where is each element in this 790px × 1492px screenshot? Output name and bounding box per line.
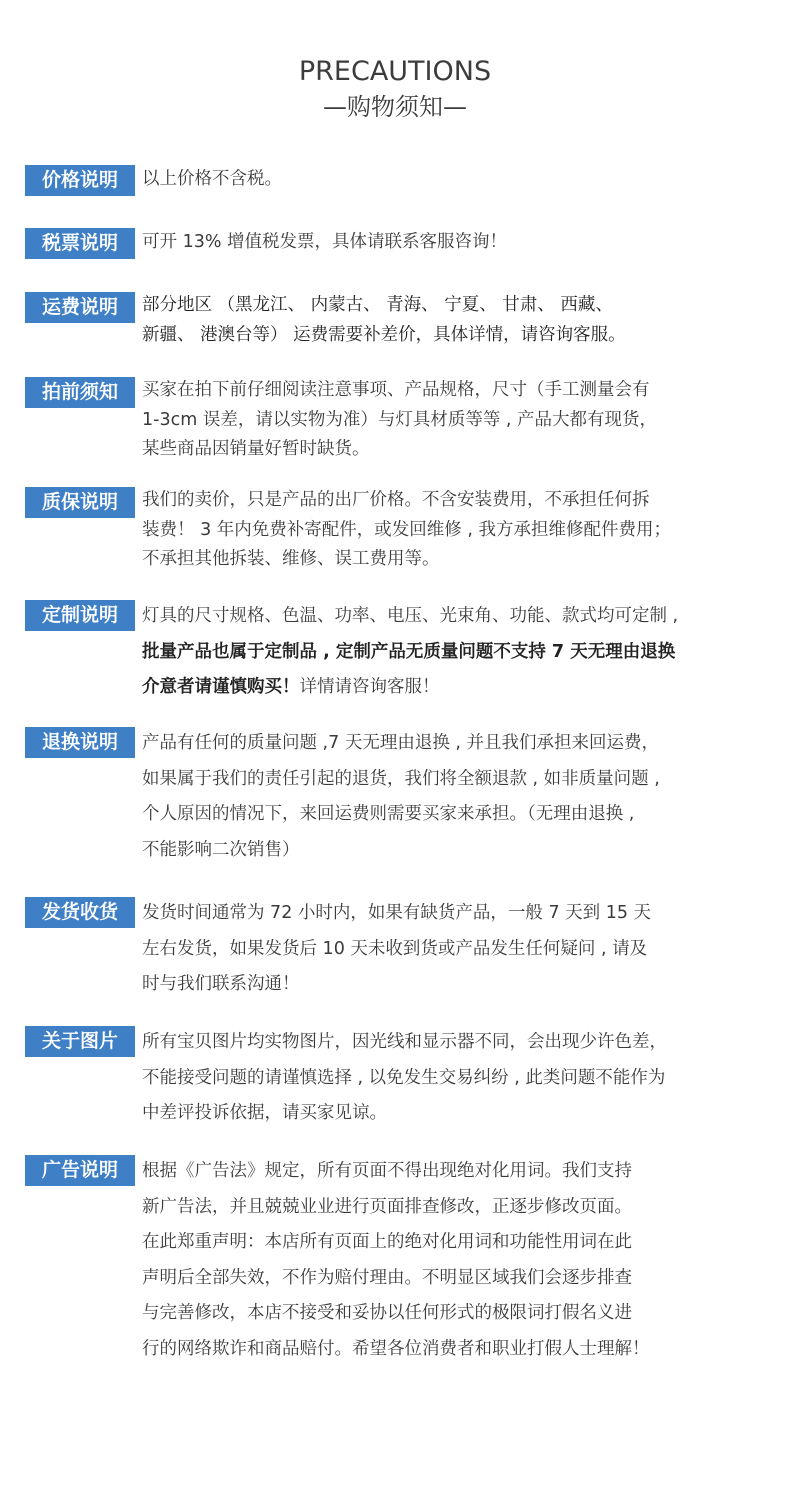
section-body bbox=[142, 164, 788, 195]
text-line: 详情请咨询客服！ bbox=[299, 677, 440, 697]
section-body bbox=[142, 599, 788, 706]
section-body bbox=[142, 896, 788, 1003]
section-body bbox=[142, 227, 788, 258]
section-label: 定制说明 bbox=[25, 600, 135, 631]
text-line: 声明后全部失效，不作为赔付理由。不明显区域我们会逐步排查 bbox=[142, 1267, 632, 1288]
section-label: 关于图片 bbox=[25, 1026, 135, 1057]
text-line: 中差评投诉依据，请买家见谅。 bbox=[142, 1103, 387, 1123]
page-title-chinese: —购物须知— bbox=[323, 93, 467, 121]
text-line: 根据《广告法》规定，所有页面不得出现绝对化用词。我们支持 bbox=[142, 1161, 632, 1181]
page-header bbox=[0, 56, 790, 124]
text-line: 所有宝贝图片均实物图片，因光线和显示器不同，会出现少许色差， bbox=[142, 1032, 667, 1052]
text-line: 新广告法，并且兢兢业业进行页面排查修改，正逐步修改页面。 bbox=[142, 1196, 632, 1217]
text-line: 发货时间通常为 72 小时内，如果有缺货产品，一般 7 天到 15 天 bbox=[142, 903, 652, 923]
text-line: 时与我们联系沟通！ bbox=[142, 974, 300, 994]
text-line: 装费！ 3 年内免费补寄配件，或发回维修 , 我方承担维修配件费用； bbox=[142, 519, 671, 540]
page-title-english: PRECAUTIONS bbox=[298, 56, 492, 87]
section-label: 退换说明 bbox=[25, 727, 135, 758]
section-label: 拍前须知 bbox=[25, 377, 135, 408]
text-line: 如果属于我们的责任引起的退货，我们将全额退款 , 如非质量问题 , bbox=[142, 768, 660, 789]
section-label: 发货收货 bbox=[25, 897, 135, 928]
section-body bbox=[142, 1025, 788, 1132]
section-body bbox=[142, 726, 788, 868]
text-line: 以上价格不含税。 bbox=[142, 169, 282, 189]
section-body bbox=[142, 1154, 788, 1367]
text-line: 部分地区 （黑龙江、 内蒙古、 青海、 宁夏、 甘肃、 西藏、 bbox=[142, 295, 613, 315]
section-label: 广告说明 bbox=[25, 1155, 135, 1186]
section-body bbox=[142, 486, 788, 575]
text-line: 某些商品因销量好暂时缺货。 bbox=[142, 439, 370, 459]
text-line: 1-3cm 误差，请以实物为准）与灯具材质等等 , 产品大都有现货， bbox=[142, 409, 658, 430]
text-line: 个人原因的情况下，来回运费则需要买家来承担。（无理由退换 , bbox=[142, 804, 635, 824]
section-body bbox=[142, 376, 788, 465]
text-line: 行的网络欺诈和商品赔付。希望各位消费者和职业打假人士理解！ bbox=[142, 1338, 650, 1359]
section-label: 质保说明 bbox=[25, 487, 135, 518]
text-line: 在此郑重声明：本店所有页面上的绝对化用词和功能性用词在此 bbox=[142, 1232, 632, 1252]
text-line-emphasis: 批量产品也属于定制品 , 定制产品无质量问题不支持 7 天无理由退换 bbox=[142, 641, 676, 662]
section-label: 价格说明 bbox=[25, 165, 135, 196]
text-line: 灯具的尺寸规格、色温、功率、电压、光束角、功能、款式均可定制 , bbox=[142, 606, 679, 626]
text-line: 不能接受问题的请谨慎选择 , 以免发生交易纠纷 , 此类问题不能作为 bbox=[142, 1067, 666, 1088]
section-body bbox=[142, 291, 788, 350]
text-line: 不承担其他拆装、维修、误工费用等。 bbox=[142, 549, 440, 569]
text-line: 不能影响二次销售） bbox=[142, 839, 300, 860]
text-line: 新疆、 港澳台等） 运费需要补差价，具体详情，请咨询客服。 bbox=[142, 324, 626, 345]
section-label: 运费说明 bbox=[25, 292, 135, 323]
section-label: 税票说明 bbox=[25, 228, 135, 259]
text-line: 我们的卖价，只是产品的出厂价格。不含安装费用，不承担任何拆 bbox=[142, 490, 650, 510]
text-line: 左右发货，如果发货后 10 天未收到货或产品发生任何疑问 , 请及 bbox=[142, 938, 648, 959]
text-line: 与完善修改，本店不接受和妥协以任何形式的极限词打假名义进 bbox=[142, 1303, 632, 1323]
text-line: 产品有任何的质量问题 ,7 天无理由退换 , 并且我们承担来回运费， bbox=[142, 733, 660, 753]
text-line: 买家在拍下前仔细阅读注意事项、产品规格，尺寸（手工测量会有 bbox=[142, 380, 650, 400]
text-line-emphasis: 介意者请谨慎购买！ bbox=[142, 677, 300, 697]
text-line: 可开 13% 增值税发票，具体请联系客服咨询！ bbox=[142, 232, 508, 252]
